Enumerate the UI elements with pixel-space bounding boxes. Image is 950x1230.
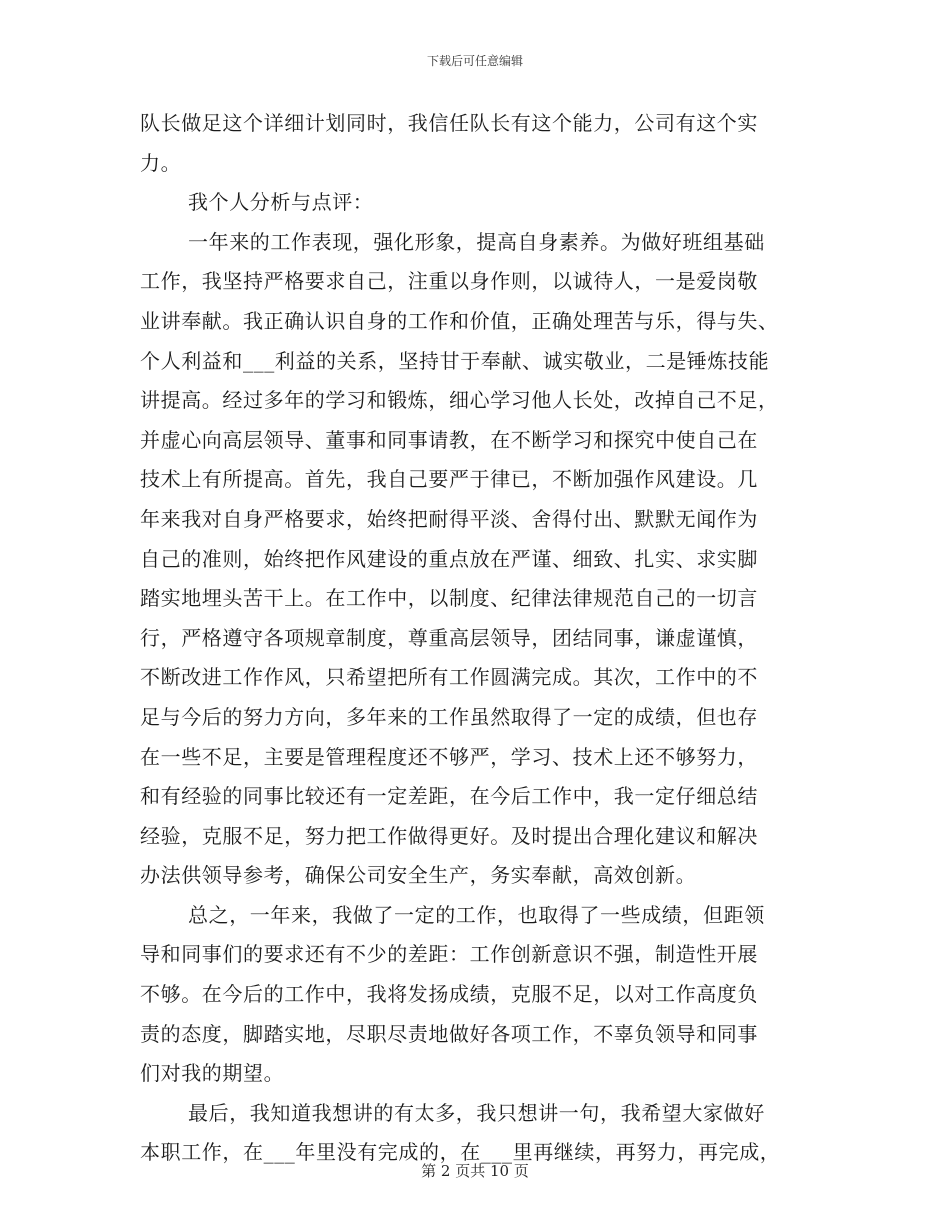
paragraph-start-line: 总之，一年来，我做了一定的工作，也取得了一些成绩，但距领 (188, 902, 765, 927)
document-body (140, 104, 812, 1173)
text-line: 技术上有所提高。首先，我自己要严于律已，不断加强作风建设。几 (140, 467, 758, 492)
text-line: 和有经验的同事比较还有一定差距，在今后工作中，我一定仔细总结 (140, 784, 758, 809)
text-line: 不够。在今后的工作中，我将发扬成绩，克服不足，以对工作高度负 (140, 982, 758, 1007)
text-line: 办法供领导参考，确保公司安全生产，务实奉献，高效创新。 (140, 863, 697, 888)
text-line: 在一些不足，主要是管理程度还不够严，学习、技术上还不够努力， (140, 744, 758, 769)
text-line: 工作，我坚持严格要求自己，注重以身作则，以诚待人，一是爱岗敬 (140, 269, 758, 294)
text-line: 并虚心向高层领导、董事和同事请教，在不断学习和探究中使自己在 (140, 427, 758, 452)
text-line: 导和同事们的要求还有不少的差距：工作创新意识不强，制造性开展 (140, 942, 758, 967)
page-header: 下载后可任意编辑 (426, 54, 523, 68)
text-line: 讲提高。经过多年的学习和锻炼，细心学习他人长处，改掉自己不足， (140, 388, 779, 413)
text-line: 本职工作，在___年里没有完成的，在___里再继续，再努力，再完成， (140, 1140, 781, 1165)
text-line: 个人利益和___利益的关系，坚持甘于奉献、诚实敬业，二是锤炼技能 (140, 348, 770, 373)
text-line: 业讲奉献。我正确认识自身的工作和价值，正确处理苦与乐，得与失、 (140, 308, 779, 333)
text-line: 责的态度，脚踏实地，尽职尽责地做好各项工作，不辜负领导和同事 (140, 1021, 758, 1046)
paragraph-start-line: 一年来的工作表现，强化形象，提高自身素养。为做好班组基础 (188, 229, 765, 254)
text-line: 足与今后的努力方向，多年来的工作虽然取得了一定的成绩，但也存 (140, 704, 758, 729)
text-line: 力。 (140, 150, 182, 175)
text-line: 们对我的期望。 (140, 1061, 285, 1086)
text-line: 年来我对自身严格要求，始终把耐得平淡、舍得付出、默默无闻作为 (140, 506, 758, 531)
text-line: 自己的准则，始终把作风建设的重点放在严谨、细致、扎实、求实脚 (140, 546, 758, 571)
text-line: 队长做足这个详细计划同时，我信任队长有这个能力，公司有这个实 (140, 111, 758, 135)
text-line: 不断改进工作作风，只希望把所有工作圆满完成。其次，工作中的不 (140, 665, 758, 690)
text-line: 行，严格遵守各项规章制度，尊重高层领导，团结同事，谦虚谨慎， (140, 625, 758, 650)
paragraph-start-line: 最后，我知道我想讲的有太多，我只想讲一句，我希望大家做好 (188, 1100, 765, 1125)
text-line: 经验，克服不足，努力把工作做得更好。及时提出合理化建议和解决 (140, 823, 758, 848)
page-number-footer: 第 2 页共 10 页 (421, 1162, 529, 1180)
text-line: 踏实地埋头苦干上。在工作中，以制度、纪律法律规范自己的一切言 (140, 586, 758, 611)
section-heading: 我个人分析与点评： (188, 190, 374, 215)
